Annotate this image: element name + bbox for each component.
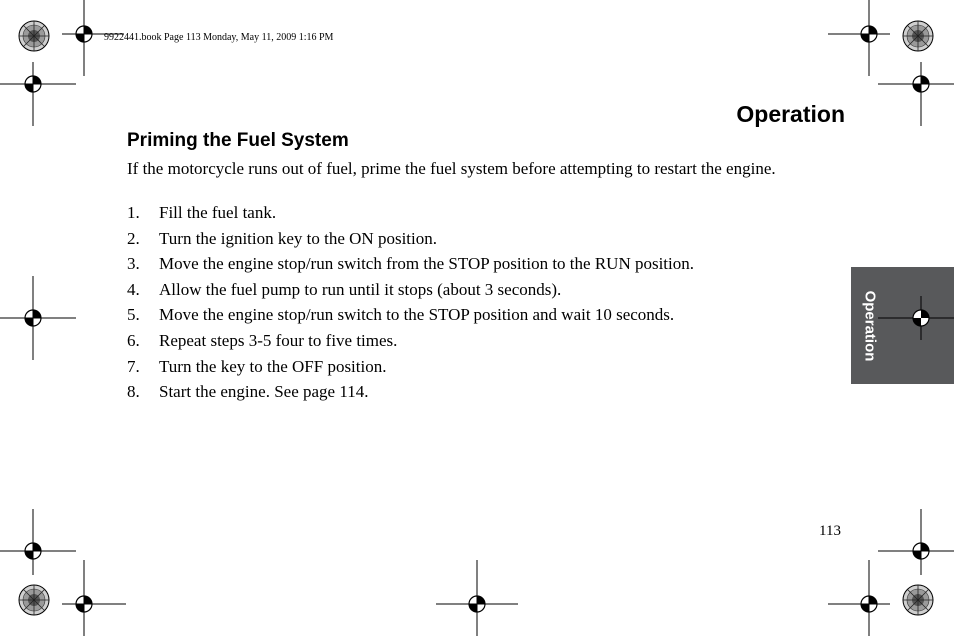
step-number: 2. — [127, 228, 140, 248]
book-header-line: 9922441.book Page 113 Monday, May 11, 2009 1:16 PM — [104, 32, 334, 43]
step-number: 5. — [127, 305, 140, 325]
step-number: 3. — [127, 254, 140, 274]
step-number: 6. — [127, 330, 140, 350]
step-text: Turn the ignition key to the ON position. — [159, 228, 437, 248]
page-number: 113 — [819, 523, 841, 539]
section-title: Operation — [736, 101, 845, 127]
sub-title: Priming the Fuel System — [127, 130, 349, 151]
side-tab-label: Operation — [861, 290, 878, 361]
step-number: 4. — [127, 279, 140, 299]
step-text: Repeat steps 3-5 four to five times. — [159, 330, 398, 350]
step-text: Move the engine stop/run switch from the STOP position to the RUN position. — [159, 254, 695, 274]
step-text: Turn the key to the OFF position. — [159, 356, 387, 376]
step-number: 7. — [127, 356, 140, 376]
intro-paragraph: If the motorcycle runs out of fuel, prime the fuel system before attempting to restart the engine. — [127, 159, 776, 178]
step-text: Allow the fuel pump to run until it stops (about 3 seconds). — [159, 279, 562, 299]
step-text: Move the engine stop/run switch to the STOP position and wait 10 seconds. — [159, 305, 675, 325]
step-number: 8. — [127, 382, 140, 402]
step-text: Fill the fuel tank. — [159, 203, 277, 222]
step-text: Start the engine. See page 114. — [159, 382, 369, 402]
step-number: 1. — [127, 203, 140, 222]
